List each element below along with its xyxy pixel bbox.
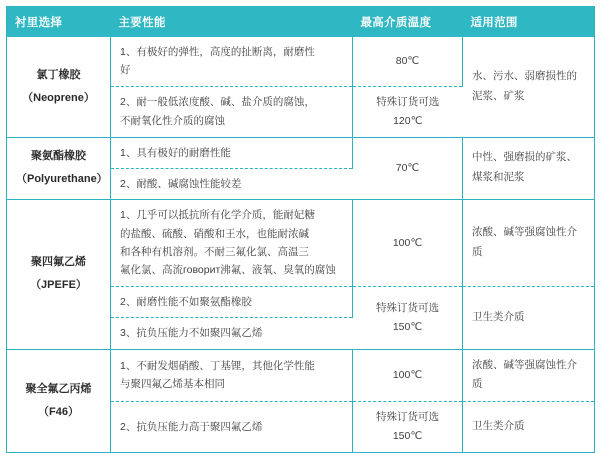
performance-line: 与聚四氟乙烯基本相同: [120, 378, 225, 391]
column-header-performance: 主要性能: [111, 7, 353, 38]
max-temp-value: 120℃: [393, 114, 423, 127]
lining-name-secondary: （JPEFE）: [30, 279, 87, 292]
table-row: [7, 137, 595, 168]
max-temp-cell: [353, 200, 463, 287]
lining-name-primary: 聚氨酯橡胶: [31, 150, 86, 163]
scope-cell: [463, 137, 595, 200]
lining-name-secondary: （Polyurethane）: [16, 173, 108, 186]
performance-line: 3、抗负压能力不如聚四氟乙烯: [120, 327, 263, 340]
performance-cell: [111, 402, 353, 453]
performance-line: 和各种有机溶剂。不耐三氟化氯、高温三: [120, 246, 309, 259]
performance-cell: [111, 318, 353, 349]
lining-name-primary: 氯丁橡胶: [36, 68, 81, 81]
performance-cell: [111, 168, 353, 199]
scope-line: 水、污水、弱磨损性的: [472, 69, 577, 82]
performance-line: 好: [120, 64, 131, 77]
scope-line: 卫生类介质: [472, 310, 525, 323]
lining-selection-table: [6, 6, 595, 453]
scope-line: 质: [472, 246, 483, 259]
lining-name-primary: 聚全氟乙丙烯: [25, 382, 92, 395]
scope-line: 煤浆和泥浆: [472, 171, 525, 184]
scope-cell: [463, 286, 595, 349]
column-header-scope: 适用范围: [463, 7, 595, 38]
lining-name-cell: [7, 137, 111, 200]
performance-line: 1、有极好的弹性，高度的扯断离，耐磨性: [120, 46, 315, 58]
scope-cell: [463, 402, 595, 453]
performance-cell: [111, 349, 353, 402]
table-row: [7, 37, 595, 86]
table-row: [7, 349, 595, 402]
performance-line: 不耐氧化性介质的腐蚀: [120, 114, 225, 127]
table-body: [7, 37, 595, 453]
scope-cell: [463, 349, 595, 402]
column-header-lining: 衬里选择: [7, 7, 111, 38]
max-temp-value: 100℃: [392, 236, 423, 249]
performance-line: 1、具有极好的耐磨性能: [120, 146, 231, 159]
performance-line: 2、耐磨性能不如聚氨酯橡胶: [120, 295, 252, 308]
scope-cell: [463, 37, 595, 137]
scope-line: 卫生类介质: [472, 420, 525, 433]
max-temp-cell: [353, 349, 463, 402]
max-temp-cell: [353, 286, 463, 349]
performance-line: 2、抗负压能力高于聚四氟乙烯: [120, 421, 263, 434]
performance-cell: [111, 200, 353, 287]
column-header-max-temp: 最高介质温度: [353, 7, 463, 38]
performance-line: 2、耐一般低浓度酸、碱、盐介质的腐蚀，: [120, 96, 315, 109]
performance-cell: [111, 86, 353, 137]
max-temp-cell: [353, 37, 463, 86]
max-temp-note: 特殊订货可选: [376, 411, 439, 424]
scope-line: 质: [472, 378, 483, 391]
max-temp-value: 150℃: [392, 430, 423, 443]
lining-name-secondary: （F46）: [38, 405, 79, 418]
max-temp-value: 70℃: [395, 161, 420, 174]
lining-name-secondary: （Neoprene）: [22, 91, 95, 104]
performance-cell: [111, 37, 353, 86]
max-temp-cell: [353, 137, 463, 200]
max-temp-value: 150℃: [392, 320, 423, 333]
max-temp-cell: [353, 86, 463, 137]
performance-line: 的盐酸、硫酸、硝酸和王水，也能耐浓碱: [120, 227, 309, 240]
scope-line: 浓酸、碱等强腐蚀性介: [472, 358, 577, 371]
max-temp-note: 特殊订货可选: [376, 301, 439, 314]
lining-name-cell: [7, 349, 111, 453]
performance-line: 氟化氯、高流говорит沸氟、液氧、臭氧的腐蚀: [120, 264, 336, 277]
max-temp-cell: [353, 402, 463, 453]
scope-line: 中性、强磨损的矿浆、: [472, 151, 577, 164]
max-temp-value: 100℃: [392, 369, 423, 382]
lining-name-primary: 聚四氟乙烯: [31, 256, 86, 269]
scope-line: 浓酸、碱等强腐蚀性介: [472, 226, 577, 239]
table-header: [7, 7, 595, 38]
lining-name-cell: [7, 37, 111, 137]
lining-name-cell: [7, 200, 111, 349]
performance-cell: [111, 286, 353, 317]
performance-line: 1、不耐发烟硝酸、丁基锂，其他化学性能: [120, 360, 315, 373]
performance-line: 2、耐酸、碱腐蚀性能较差: [120, 177, 242, 190]
max-temp-value: 80℃: [395, 54, 420, 67]
max-temp-note: 特殊订货可选: [376, 95, 440, 108]
performance-cell: [111, 137, 353, 168]
scope-line: 泥浆、矿浆: [472, 89, 525, 102]
performance-line: 1、几乎可以抵抗所有化学介质，能耐妃糖: [120, 209, 315, 222]
scope-cell: [463, 200, 595, 287]
table-row: [7, 200, 595, 287]
table-header-row: [7, 7, 595, 38]
